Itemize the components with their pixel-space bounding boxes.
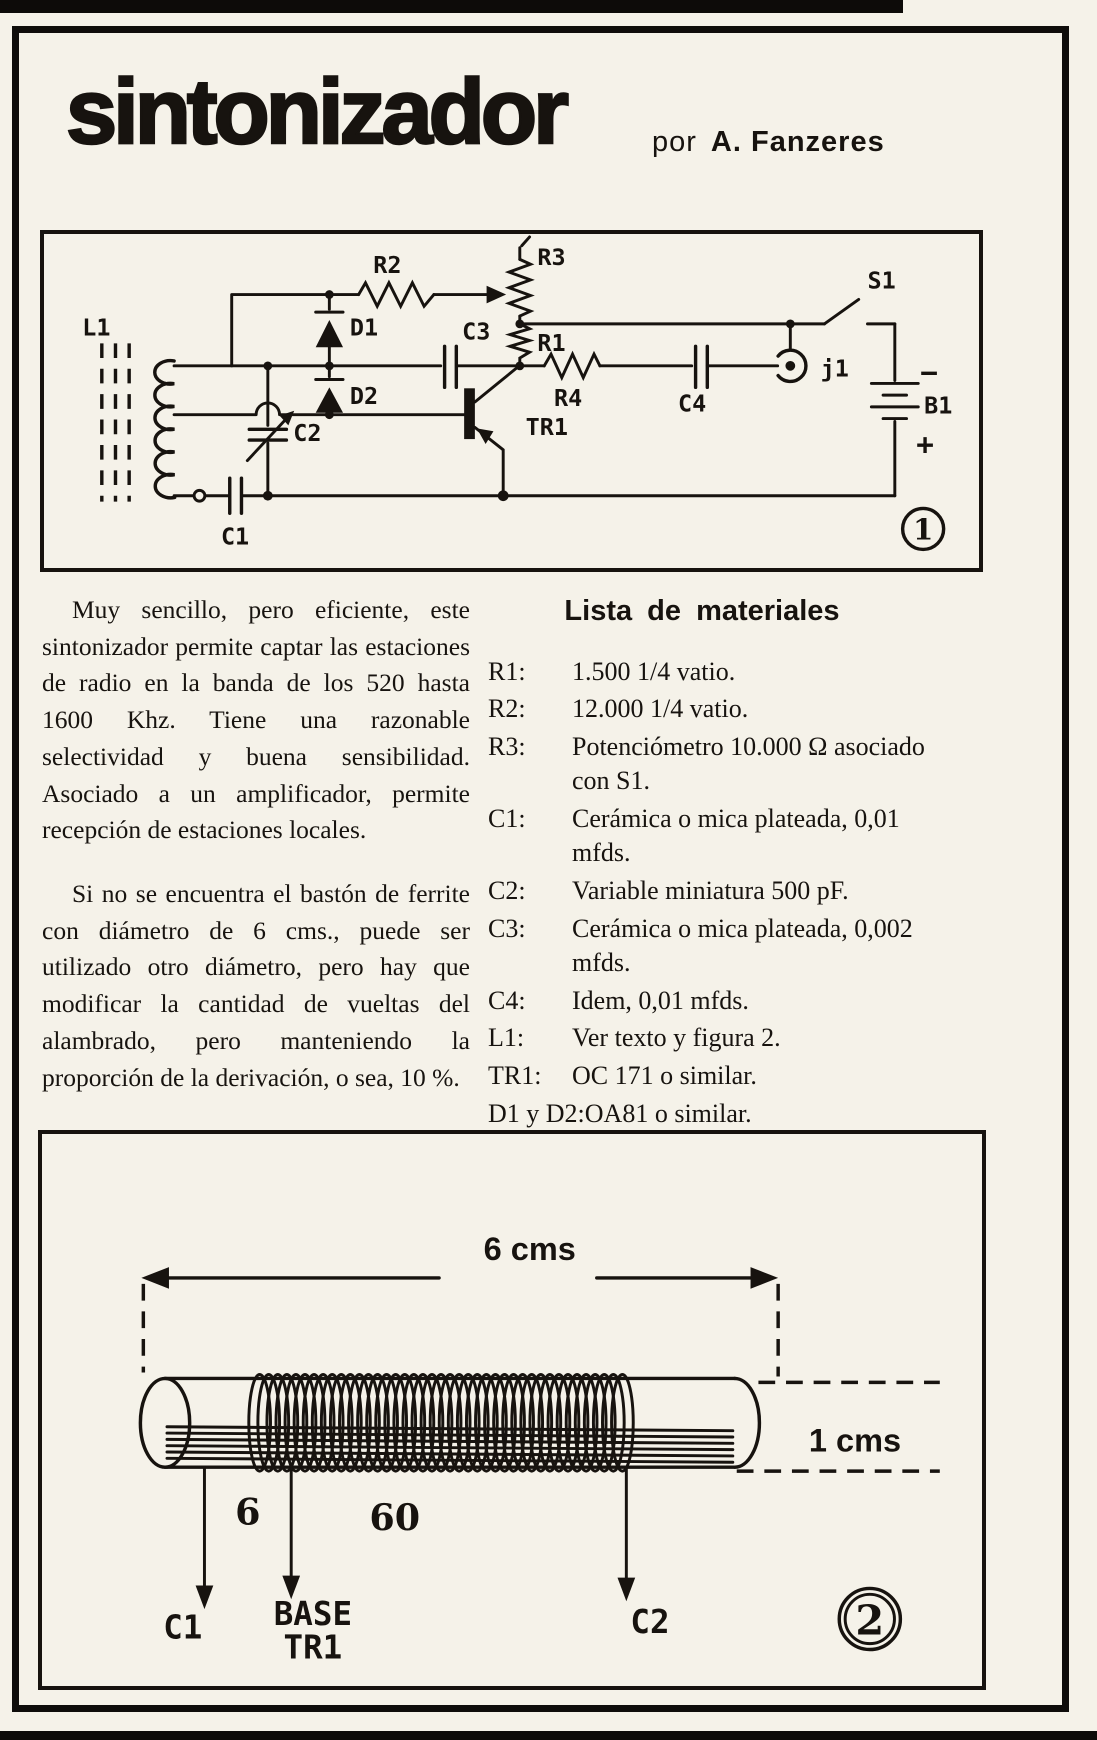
material-ref: R1: xyxy=(488,656,526,686)
dimension-line xyxy=(141,1267,778,1376)
material-ref: R2: xyxy=(488,694,526,724)
material-ref: C3: xyxy=(488,913,526,943)
label-c3: C3 xyxy=(462,317,491,346)
page-title: sintonizador xyxy=(66,61,565,163)
material-ref: TR1: xyxy=(488,1060,542,1090)
figure-1-number-text: 1 xyxy=(912,511,934,547)
label-b1: B1 xyxy=(924,391,953,420)
label-r2: R2 xyxy=(373,251,402,280)
material-item-l1 xyxy=(488,1021,936,1056)
material-ref: D1 y D2: xyxy=(488,1098,585,1128)
label-c1: C1 xyxy=(220,522,250,551)
pot-r3 xyxy=(509,259,530,316)
diode-d2 xyxy=(316,366,343,415)
capacitor-c2-variable xyxy=(247,366,294,496)
label-r1: R1 xyxy=(537,329,566,358)
material-desc: Cerámica o mica plateada, 0,01 mfds. xyxy=(572,803,900,868)
material-ref: R3: xyxy=(488,731,526,761)
label-r3: R3 xyxy=(537,243,566,272)
wire-top-rail xyxy=(232,295,359,366)
material-desc: OC 171 o similar. xyxy=(572,1060,757,1090)
label-battery-minus: − xyxy=(920,355,938,390)
material-ref: C4: xyxy=(488,985,526,1015)
material-desc: Potenciómetro 10.000 Ω asociado con S1. xyxy=(572,731,925,796)
label-s1: S1 xyxy=(867,266,896,295)
material-item-r2 xyxy=(488,692,936,727)
byline xyxy=(652,126,885,159)
jack-j1 xyxy=(778,324,806,382)
label-tap-c2: C2 xyxy=(630,1602,670,1641)
material-ref: C2: xyxy=(488,876,526,906)
resistor-r4 xyxy=(544,354,600,377)
capacitor-c4 xyxy=(696,346,708,387)
label-turns-main: 60 xyxy=(369,1496,421,1540)
material-item-r3 xyxy=(488,730,936,799)
label-diameter: 1 cms xyxy=(808,1422,902,1459)
material-ref: C1: xyxy=(488,803,526,833)
label-l1: L1 xyxy=(82,313,111,342)
material-item-d1d2 xyxy=(488,1097,936,1132)
material-item-tr1 xyxy=(488,1059,936,1094)
label-d1: D1 xyxy=(349,313,379,342)
diode-d1 xyxy=(316,295,343,366)
material-desc: Idem, 0,01 mfds. xyxy=(572,985,749,1015)
label-tap-base: BASE xyxy=(273,1594,353,1633)
material-item-c2 xyxy=(488,874,936,909)
label-battery-plus: + xyxy=(916,427,934,462)
pot-r3-lead xyxy=(520,237,530,259)
label-c2: C2 xyxy=(293,419,322,448)
label-turns-left: 6 xyxy=(235,1490,261,1534)
article-paragraph-1: Muy sencillo, pero eficiente, este sintonizador permite captar las estaciones de radio en la banda de los 520 hasta 1600 Khz. Tiene una razonable selectividad y buena sensibilidad. Asociado a un amplificador, permite recepción de estaciones locales. xyxy=(42,595,470,845)
figure-2-number xyxy=(839,1588,900,1649)
scan-edge-top xyxy=(0,0,903,13)
material-item-c1 xyxy=(488,802,936,871)
figure-1-number xyxy=(903,508,944,549)
figure-2-number-text: 2 xyxy=(855,1595,885,1645)
label-c4: C4 xyxy=(678,389,707,418)
resistor-r2 xyxy=(359,283,434,306)
coil-drawing xyxy=(42,1134,982,1686)
article-column xyxy=(42,592,470,1096)
byline-prefix: por xyxy=(652,126,697,158)
material-item-c3 xyxy=(488,912,936,981)
materials-heading: Lista de materiales xyxy=(564,595,840,627)
ferrite-core-dashes xyxy=(102,343,129,501)
coil-winding xyxy=(249,1375,633,1472)
label-r4: R4 xyxy=(553,383,583,412)
capacitor-c3 xyxy=(445,346,457,387)
switch-s1 xyxy=(825,299,895,323)
circuit-schematic xyxy=(44,234,979,568)
material-item-c4 xyxy=(488,984,936,1019)
material-desc: 1.500 1/4 vatio. xyxy=(572,656,736,686)
capacitor-c1 xyxy=(230,478,242,513)
article-paragraph-2: Si no se encuentra el bastón de ferrite con diámetro de 6 cms., puede ser utilizado otro diámetro, pero hay que modificar la cantidad de vueltas del alambrado, pero manteniendo la proporción de la derivación, o sea, 10 %. xyxy=(42,879,470,1092)
wiper-arrowhead xyxy=(487,286,507,304)
battery-b1 xyxy=(871,324,918,496)
scan-edge-bottom xyxy=(0,1731,1097,1740)
label-length: 6 cms xyxy=(483,1231,576,1268)
label-tr1: TR1 xyxy=(525,413,568,442)
label-j1: j1 xyxy=(820,354,849,383)
material-desc: Cerámica o mica plateada, 0,002 mfds. xyxy=(572,913,913,978)
transistor-tr1 xyxy=(464,368,517,496)
coil-l1 xyxy=(155,361,175,498)
material-item-r1 xyxy=(488,655,936,690)
byline-author: A. Fanzeres xyxy=(710,126,885,158)
figure-1-box xyxy=(40,230,983,572)
label-tap-tr1: TR1 xyxy=(283,1628,343,1667)
material-ref: L1: xyxy=(488,1023,525,1053)
material-desc: 12.000 1/4 vatio. xyxy=(572,694,749,724)
resistor-r1 xyxy=(510,324,530,366)
material-desc: Ver texto y figura 2. xyxy=(572,1023,781,1053)
material-desc: OA81 o similar. xyxy=(584,1098,752,1128)
label-d2: D2 xyxy=(349,381,379,410)
materials-column xyxy=(488,592,936,1209)
material-desc: Variable miniatura 500 pF. xyxy=(572,876,849,906)
label-tap-c1: C1 xyxy=(163,1608,203,1647)
figure-2-box xyxy=(38,1130,986,1690)
